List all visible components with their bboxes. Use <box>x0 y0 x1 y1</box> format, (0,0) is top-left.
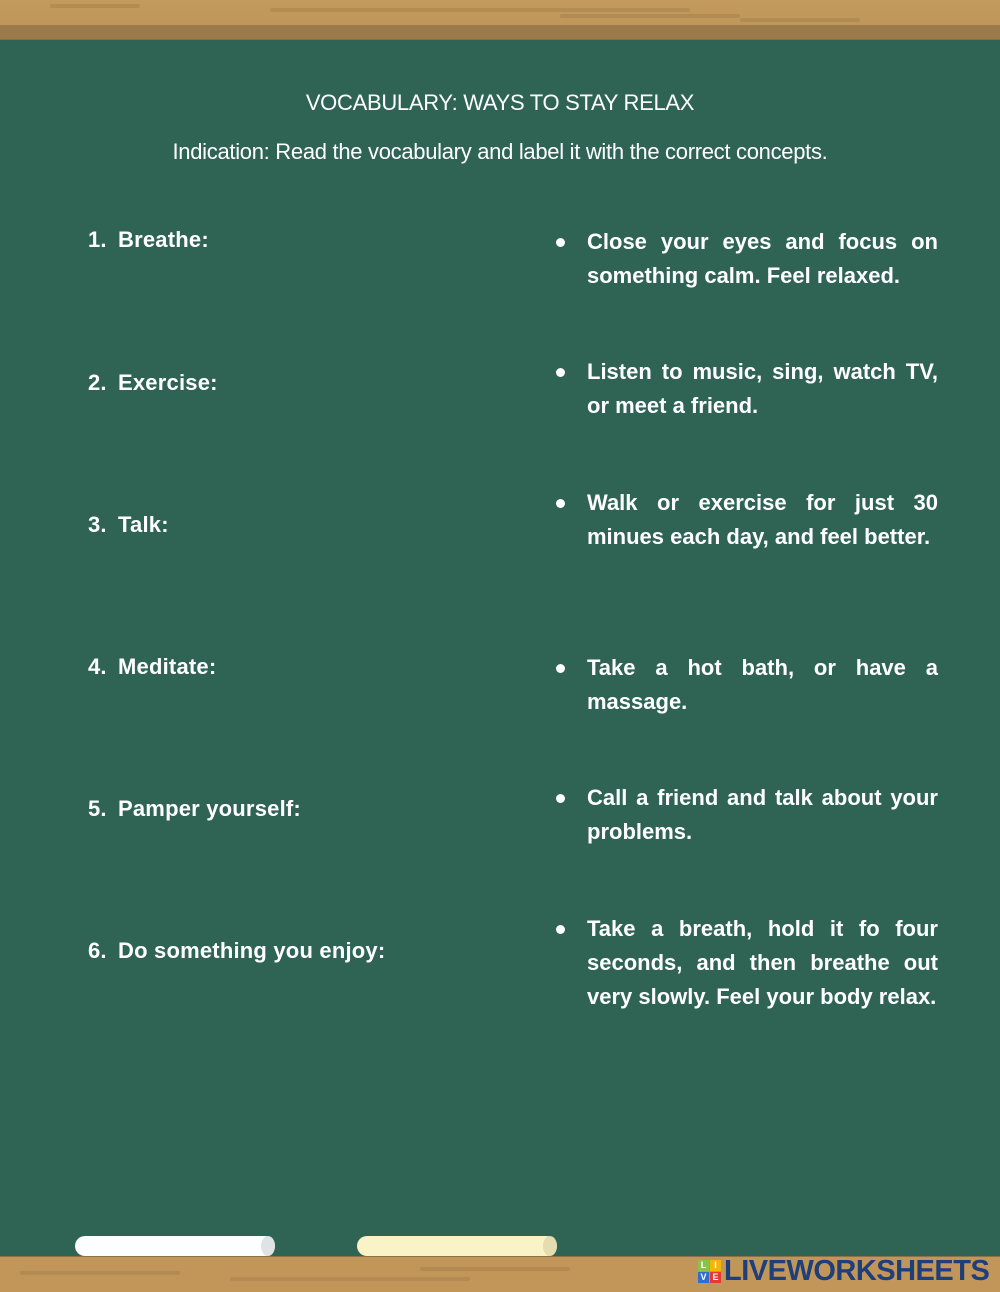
logo-letter: L <box>698 1260 709 1271</box>
term-item <box>88 227 209 253</box>
definition-text: Call a friend and talk about your problems. <box>587 785 938 844</box>
definition-text: Take a hot bath, or have a massage. <box>587 655 938 714</box>
liveworksheets-logo[interactable] <box>698 1254 990 1287</box>
white-chalk-icon <box>75 1236 275 1256</box>
instructions: Indication: Read the vocabulary and label it with the correct concepts. <box>172 139 828 164</box>
wood-grain <box>270 8 690 12</box>
logo-letter: I <box>710 1260 721 1271</box>
wood-grain <box>50 4 140 8</box>
term-item <box>88 370 218 396</box>
bullet-icon <box>556 368 565 377</box>
term-number: 2. <box>88 370 107 395</box>
term-number: 3. <box>88 512 107 537</box>
term-number: 1. <box>88 227 107 252</box>
term-number: 5. <box>88 796 107 821</box>
yellow-chalk-icon <box>357 1236 557 1256</box>
page-title: VOCABULARY: WAYS TO STAY RELAX <box>305 90 695 115</box>
bullet-icon <box>556 925 565 934</box>
term-item <box>88 938 385 964</box>
definition-item <box>556 355 938 423</box>
definition-item <box>556 651 938 719</box>
definition-item <box>556 225 938 293</box>
wood-grain <box>230 1277 470 1281</box>
wood-frame-top <box>0 0 1000 25</box>
bullet-icon <box>556 794 565 803</box>
bullet-icon <box>556 499 565 508</box>
term-item <box>88 796 301 822</box>
wood-grain <box>740 18 860 22</box>
wood-grain <box>420 1267 570 1271</box>
term-label: Breathe: <box>118 227 209 252</box>
logo-blocks-icon <box>698 1260 721 1283</box>
logo-letter: E <box>710 1272 721 1283</box>
term-label: Pamper yourself: <box>118 796 301 821</box>
logo-text: LIVEWORKSHEETS <box>724 1254 990 1287</box>
definition-item <box>556 781 938 849</box>
term-number: 6. <box>88 938 107 963</box>
definition-text: Walk or exercise for just 30 minues each day, and feel better. <box>587 490 938 549</box>
definition-item <box>556 486 938 554</box>
term-item <box>88 654 216 680</box>
term-label: Exercise: <box>118 370 218 395</box>
chalk-tip <box>543 1236 557 1256</box>
wood-frame-top-edge <box>0 25 1000 40</box>
chalk-tip <box>261 1236 275 1256</box>
wood-grain <box>20 1271 180 1275</box>
term-label: Talk: <box>118 512 169 537</box>
logo-letter: V <box>698 1272 709 1283</box>
definition-text: Close your eyes and focus on something calm. Feel relaxed. <box>587 229 938 288</box>
term-label: Do something you enjoy: <box>118 938 386 963</box>
definition-text: Listen to music, sing, watch TV, or meet a friend. <box>587 359 938 418</box>
term-label: Meditate: <box>118 654 217 679</box>
wood-grain <box>560 14 740 18</box>
bullet-icon <box>556 238 565 247</box>
bullet-icon <box>556 664 565 673</box>
term-item <box>88 512 169 538</box>
chalkboard <box>0 40 1000 1256</box>
definition-item <box>556 912 938 1014</box>
definition-text: Take a breath, hold it fo four seconds, and then breathe out very slowly. Feel your body relax. <box>587 916 938 1009</box>
term-number: 4. <box>88 654 107 679</box>
